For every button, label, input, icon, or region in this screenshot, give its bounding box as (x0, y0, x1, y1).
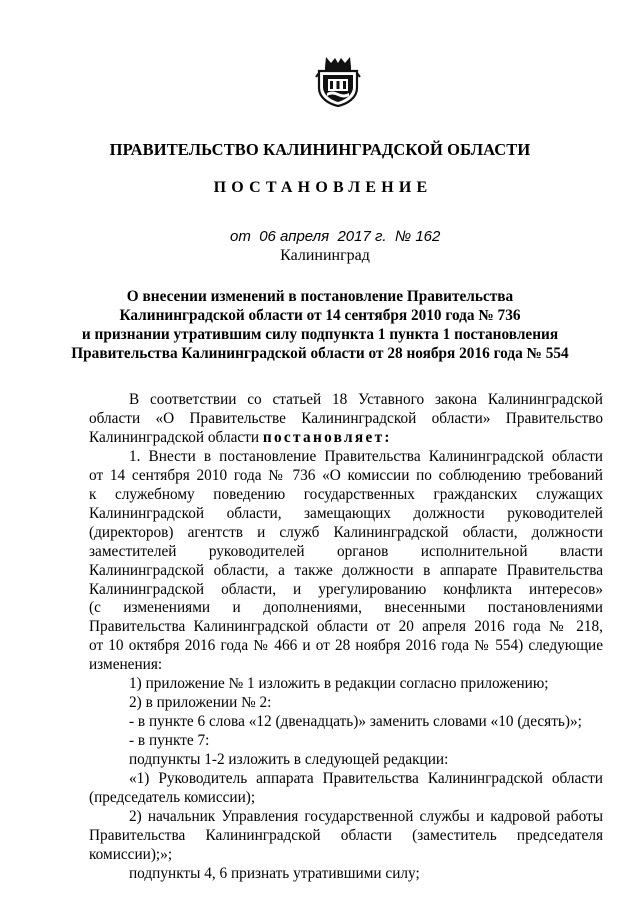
body-line: от 10 октября 2016 года № 466 и от 28 ноября 2016 года № 554) следующие (89, 637, 603, 655)
body-line: от 14 сентября 2010 года № 736 «О комиссии по соблюдению требований (89, 466, 603, 484)
body-line: (председатель комиссии); (89, 789, 256, 807)
number-prefix: № (394, 228, 412, 245)
resolves-word: постановляет: (262, 428, 392, 446)
body-line: подпункты 4, 6 признать утратившими силу; (129, 864, 420, 882)
subject-line: О внесении изменений в постановление Правительства (126, 288, 514, 305)
document-type: ПОСТАНОВЛЕНИЕ (213, 179, 433, 196)
body-line: Правительства Калининградской области (заместитель председателя (89, 826, 603, 844)
subject-line: и признании утратившим силу подпункта 1 пункта 1 постановления (81, 326, 559, 343)
body-line: Калининградской области, и урегулированию конфликта интересов» (89, 580, 603, 598)
body-line: подпункты 1-2 изложить в следующей редакции: (129, 751, 449, 769)
body-line: - в пункте 6 слова «12 (двенадцать)» заменить словами «10 (десять)»; (129, 713, 582, 731)
body-line: (с изменениями и дополнениями, внесенными постановлениями (89, 599, 603, 617)
body-line: Калининградской области, замещающих должности руководителей (89, 504, 603, 522)
government-title: ПРАВИТЕЛЬСТВО КАЛИНИНГРАДСКОЙ ОБЛАСТИ (109, 140, 531, 159)
body-line: 1. Внести в постановление Правительства Калининградской области (129, 447, 603, 465)
body-line: - в пункте 7: (129, 732, 210, 750)
body-line: «1) Руководитель аппарата Правительства Калининградской области (129, 770, 603, 788)
subject-line: Калининградской области от 14 сентября 2010 года № 736 (119, 307, 521, 324)
body-line: 2) начальник Управления государственной службы и кадровой работы (129, 807, 603, 825)
body-line: 2) в приложении № 2: (129, 694, 272, 712)
subject-line: Правительства Калининградской области от 28 ноября 2016 года № 554 (71, 345, 569, 362)
body-line: к служебному поведению государственных гражданских служащих (89, 485, 603, 503)
body-line: области «О Правительстве Калининградской области» Правительство (89, 409, 603, 427)
decree-body (89, 391, 603, 884)
body-text: Калининградской области (89, 428, 263, 446)
body-line: Правительства Калининградской области от 20 апреля 2016 года № 218, (89, 618, 603, 636)
coat-of-arms-icon (315, 55, 361, 107)
body-line: В соответствии со статьей 18 Уставного закона Калининградской (129, 391, 603, 408)
body-line: (директоров) агентств и служб Калининградской области, должности (89, 523, 603, 541)
body-line: заместителей руководителей органов исполнительной власти (89, 542, 603, 560)
date-number-line (230, 228, 440, 245)
body-line: Калининградской области, а также должности в аппарате Правительства (89, 561, 603, 579)
date-value: 06 апреля 2017 г. (259, 228, 387, 245)
city-name: Калининград (280, 247, 370, 264)
body-line: 1) приложение № 1 изложить в редакции согласно приложению; (129, 675, 549, 693)
body-line: изменения: (89, 656, 163, 674)
date-prefix: от (230, 228, 251, 245)
decree-subject (0, 287, 640, 363)
body-line (89, 429, 603, 448)
number-value: 162 (415, 228, 441, 245)
body-line: комиссии);»; (89, 845, 173, 863)
